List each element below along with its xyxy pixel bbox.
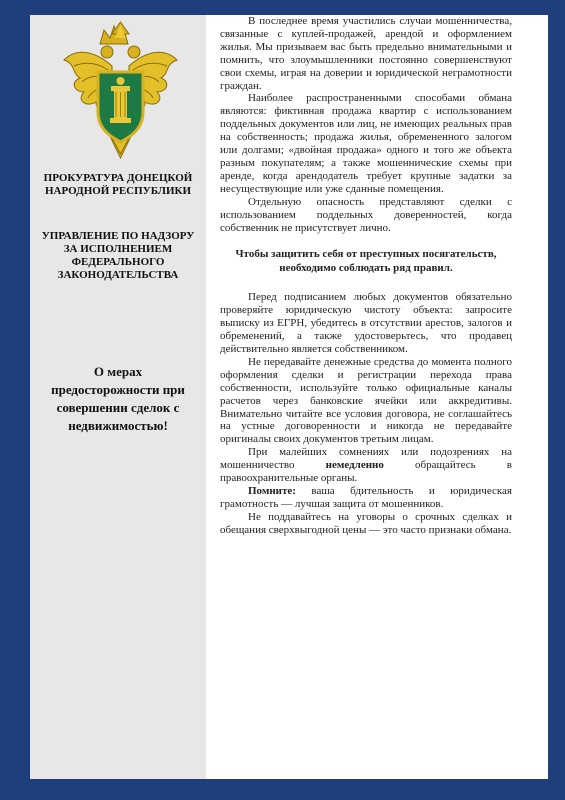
paragraph-text: ваша бдительность и юридическая грамотность — лучшая защита от мошенников. xyxy=(220,485,512,510)
sidebar xyxy=(30,15,206,779)
paragraph: Отдельную опасность представляют сделки с использованием поддельных доверенностей, когда собственник не присутствует лично. xyxy=(220,195,512,234)
paragraph-text: При малейших сомнениях или подозрениях на мошенничество xyxy=(220,446,512,472)
paragraph: Не поддавайтесь на уговоры о срочных сделках и обещания сверхвыгодной цены — это часто признаки обмана. xyxy=(220,510,512,536)
paragraph: В последнее время участились случаи мошенничества, связанные с куплей-продажей, арендой и оформлением жилья. Мы призываем вас быть предельно внимательными и помнить, что злоумышленники постоянно совершенствуют свои схемы, играя на доверии и юридической неграмотности граждан. xyxy=(220,15,512,92)
prosecutor-emblem-icon xyxy=(60,20,181,170)
paragraph: Не передавайте денежные средства до момента полного оформления сделки и регистрации перехода права собственности, используйте только официальные каналы расчетов через банковские ячейки или аккредитивы. Внимательно читайте все условия договора, не соглашайтесь на устные договоренности и никогда не передавайте оригиналы своих документов третьим лицам. xyxy=(220,355,512,446)
article-body xyxy=(220,15,512,537)
notice-title: О мерах предосторожности при совершении сделок с недвижимостью! xyxy=(51,364,185,433)
paragraph: Перед подписанием любых документов обязательно проверяйте юридическую чистоту объекта: запросите выписку из ЕГРН, убедитесь в отсутствии арестов, залогов и обременений, а также удостоверьтесь, что продавец действительно является собственником. xyxy=(220,291,512,356)
emphasis-text: Помните: xyxy=(248,485,296,497)
department-name: УПРАВЛЕНИЕ ПО НАДЗОРУ ЗА ИСПОЛНЕНИЕМ ФЕДЕРАЛЬНОГО ЗАКОНОДАТЕЛЬСТВА xyxy=(41,230,195,281)
emphasis-text: немедленно xyxy=(325,459,384,472)
organization-name: ПРОКУРАТУРА ДОНЕЦКОЙ НАРОДНОЙ РЕСПУБЛИКИ xyxy=(43,172,193,197)
paragraph xyxy=(220,485,512,511)
paragraph xyxy=(220,446,512,485)
leaflet-page xyxy=(30,15,548,779)
paragraph-text: обращайтесь в правоохранительные органы. xyxy=(220,459,512,485)
rules-heading: Чтобы защитить себя от преступных посягательств, необходимо соблюдать ряд правил. xyxy=(235,248,497,274)
paragraph: Наиболее распространенными способами обмана являются: фиктивная продажа квартир с использованием поддельных документов или лиц, не имеющих реальных прав на собственность; продажа жилья, обремененного залогом или долгами; «двойная продажа» одного и того же объекта разным покупателям; а также мошеннические схемы при аренде, когда арендодатель требует крупные задатки за несуществующие или уже сданные помещения. xyxy=(220,92,512,195)
